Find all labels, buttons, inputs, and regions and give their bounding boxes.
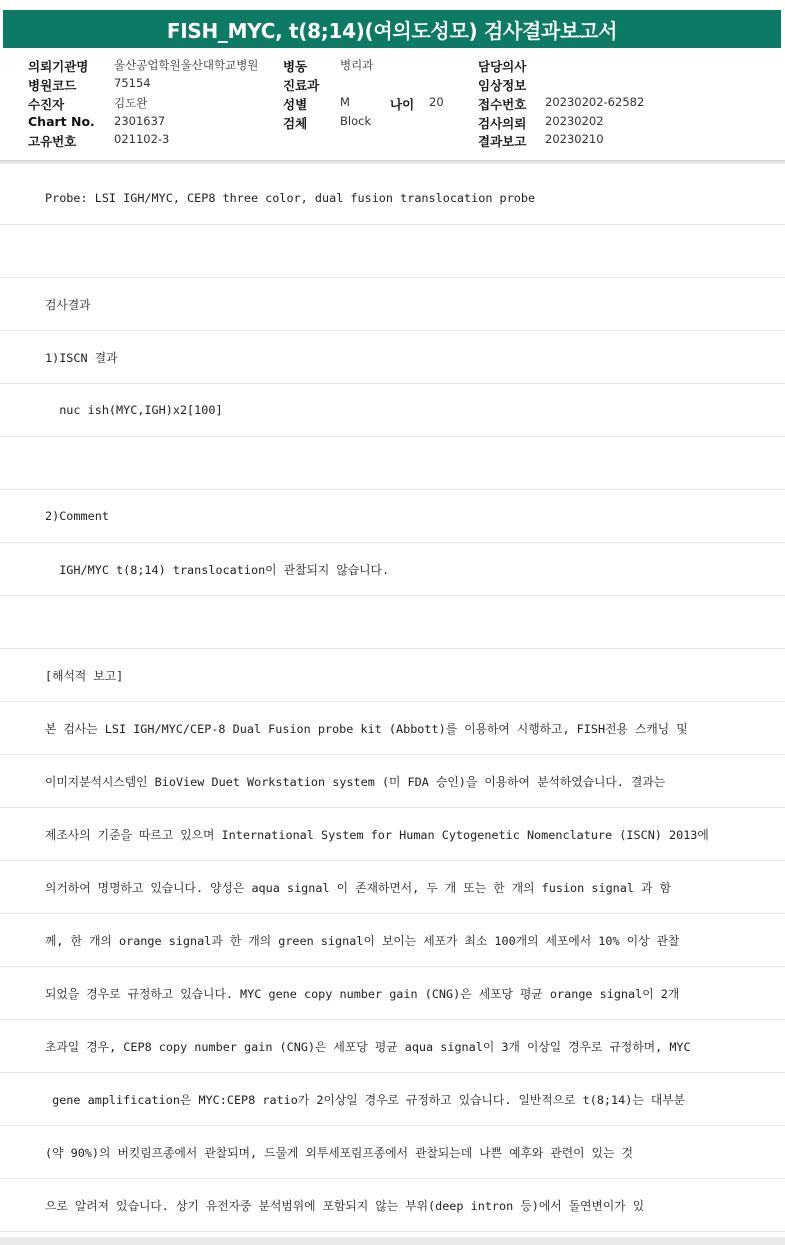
header-row-3: [0, 95, 785, 114]
department-label: 진료과: [283, 78, 320, 93]
report-line: 검사결과: [0, 278, 785, 331]
report-line: [해석적 보고]: [0, 649, 785, 702]
hospital-code-label: 병원코드: [28, 78, 77, 93]
institution-value: 울산공업학원울산대학교병원: [114, 58, 259, 72]
request-value: 20230202: [545, 114, 604, 128]
report-line: [0, 596, 785, 649]
bottom-edge: [0, 1237, 785, 1245]
sex-value: M: [340, 95, 350, 109]
institution-label: 의뢰기관명: [28, 59, 89, 74]
hospital-code-value: 75154: [114, 76, 151, 90]
report-line: 2)Comment: [0, 490, 785, 543]
report-line: 의거하여 명명하고 있습니다. 양성은 aqua signal 이 존재하면서, 두 개 또는 한 개의 fusion signal 과 함: [0, 861, 785, 914]
request-label: 검사의뢰: [478, 116, 527, 131]
receipt-no-label: 접수번호: [478, 97, 527, 112]
header-row-4: [0, 114, 785, 133]
report-line: 이미지분석시스템인 BioView Duet Workstation system (미 FDA 승인)을 이용하여 분석하였습니다. 결과는: [0, 755, 785, 808]
age-value: 20: [429, 95, 444, 109]
report-line: gene amplification은 MYC:CEP8 ratio가 2이상일 경우로 규정하고 있습니다. 일반적으로 t(8;14)는 대부분: [0, 1073, 785, 1126]
report-line: 되었을 경우로 규정하고 있습니다. MYC gene copy number gain (CNG)은 세포당 평균 orange signal이 2개: [0, 967, 785, 1020]
report-date-value: 20230210: [545, 132, 604, 146]
report-line: [0, 225, 785, 278]
report-line: IGH/MYC t(8;14) translocation이 관찰되지 않습니다.: [0, 543, 785, 596]
clinical-info-label: 임상정보: [478, 78, 527, 93]
report-line: 1)ISCN 결과: [0, 331, 785, 384]
header-row-5: [0, 132, 785, 151]
report-line: nuc ish(MYC,IGH)x2[100]: [0, 384, 785, 437]
header-row-1: [0, 57, 785, 76]
unique-no-value: 021102-3: [114, 132, 170, 146]
specimen-label: 검체: [283, 116, 308, 131]
patient-info-header: [0, 48, 785, 160]
report-body: [0, 172, 785, 1232]
age-label: 나이: [390, 97, 415, 112]
report-date-label: 결과보고: [478, 134, 527, 149]
unique-no-label: 고유번호: [28, 134, 77, 149]
ward-value: 병리과: [340, 58, 374, 72]
chart-no-label: Chart No.: [28, 114, 95, 129]
report-line: Probe: LSI IGH/MYC, CEP8 three color, dual fusion translocation probe: [0, 172, 785, 225]
report-title: FISH_MYC, t(8;14)(여의도성모) 검사결과보고서: [3, 10, 781, 48]
report-line: 제조사의 기준을 따르고 있으며 International System for Human Cytogenetic Nomenclature (ISCN) 2013에: [0, 808, 785, 861]
ward-label: 병동: [283, 59, 308, 74]
recipient-value: 김도완: [114, 96, 148, 110]
report-line: [0, 437, 785, 490]
doctor-label: 담당의사: [478, 59, 527, 74]
sex-label: 성별: [283, 97, 308, 112]
report-line: (약 90%)의 버킷림프종에서 관찰되며, 드물게 외투세포림프종에서 관찰되는데 나쁜 예후와 관련이 있는 것: [0, 1126, 785, 1179]
receipt-no-value: 20230202-62582: [545, 95, 645, 109]
report-line: 께, 한 개의 orange signal과 한 개의 green signal이 보이는 세포가 최소 100개의 세포에서 10% 이상 관찰: [0, 914, 785, 967]
header-row-2: [0, 76, 785, 95]
specimen-value: Block: [340, 114, 372, 128]
chart-no-value: 2301637: [114, 114, 166, 128]
header-divider: [0, 160, 785, 164]
report-line: 으로 알려져 있습니다. 상기 유전자중 분석범위에 포함되지 않는 부위(deep intron 등)에서 돌연변이가 있: [0, 1179, 785, 1232]
report-line: 초과일 경우, CEP8 copy number gain (CNG)은 세포당 평균 aqua signal이 3개 이상일 경우로 규정하며, MYC: [0, 1020, 785, 1073]
recipient-label: 수진자: [28, 97, 65, 112]
report-line: 본 검사는 LSI IGH/MYC/CEP-8 Dual Fusion probe kit (Abbott)를 이용하여 시행하고, FISH전용 스캐닝 및: [0, 702, 785, 755]
